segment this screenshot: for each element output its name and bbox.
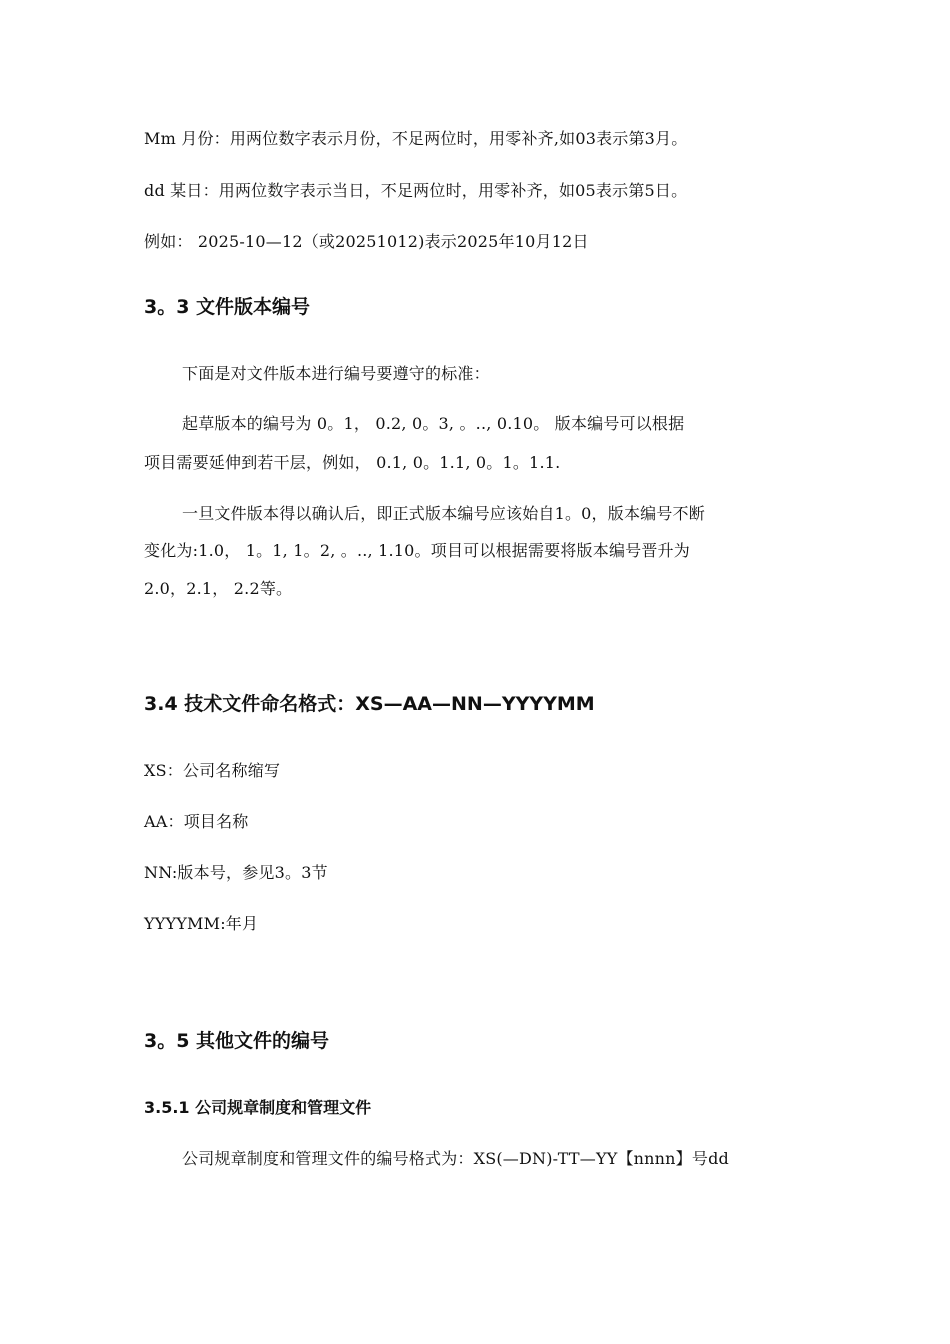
version-intro-paragraph: 下面是对文件版本进行编号要遵守的标准： bbox=[182, 364, 490, 383]
section-heading-3-4: 3.4 技术文件命名格式：XS—AA—NN—YYYYMM bbox=[144, 693, 595, 715]
formal-version-line-1: 一旦文件版本得以确认后，即正式版本编号应该始自1。0，版本编号不断 bbox=[182, 504, 705, 523]
draft-version-line-1: 起草版本的编号为 0。1， 0.2, 0。3, 。.., 0.10。 版本编号可以根据 bbox=[182, 414, 685, 433]
formal-version-line-3: 2.0，2.1， 2.2等。 bbox=[144, 579, 293, 598]
naming-item-yyyymm: YYYYMM:年月 bbox=[144, 914, 259, 933]
day-format-line: dd 某日：用两位数字表示当日，不足两位时，用零补齐，如05表示第5日。 bbox=[144, 181, 688, 200]
naming-item-aa: AA：项目名称 bbox=[144, 812, 249, 831]
regulation-format-line: 公司规章制度和管理文件的编号格式为：XS(—DN)-TT—YY【nnnn】号dd bbox=[182, 1149, 729, 1168]
draft-version-line-2: 项目需要延伸到若干层，例如， 0.1, 0。1.1, 0。1。1.1. bbox=[144, 453, 561, 472]
naming-item-xs: XS：公司名称缩写 bbox=[144, 761, 281, 780]
formal-version-line-2: 变化为:1.0， 1。1, 1。2, 。.., 1.10。项目可以根据需要将版本编号晋升为 bbox=[144, 541, 690, 560]
date-example-line: 例如： 2025-10—12（或20251012)表示2025年10月12日 bbox=[144, 232, 589, 251]
section-heading-3-5: 3。5 其他文件的编号 bbox=[144, 1030, 330, 1052]
month-format-line: Mm 月份：用两位数字表示月份，不足两位时，用零补齐,如03表示第3月。 bbox=[144, 129, 688, 148]
sub-heading-3-5-1: 3.5.1 公司规章制度和管理文件 bbox=[144, 1098, 372, 1117]
naming-item-nn: NN:版本号，参见3。3节 bbox=[144, 863, 328, 882]
section-heading-3-3: 3。3 文件版本编号 bbox=[144, 296, 311, 318]
